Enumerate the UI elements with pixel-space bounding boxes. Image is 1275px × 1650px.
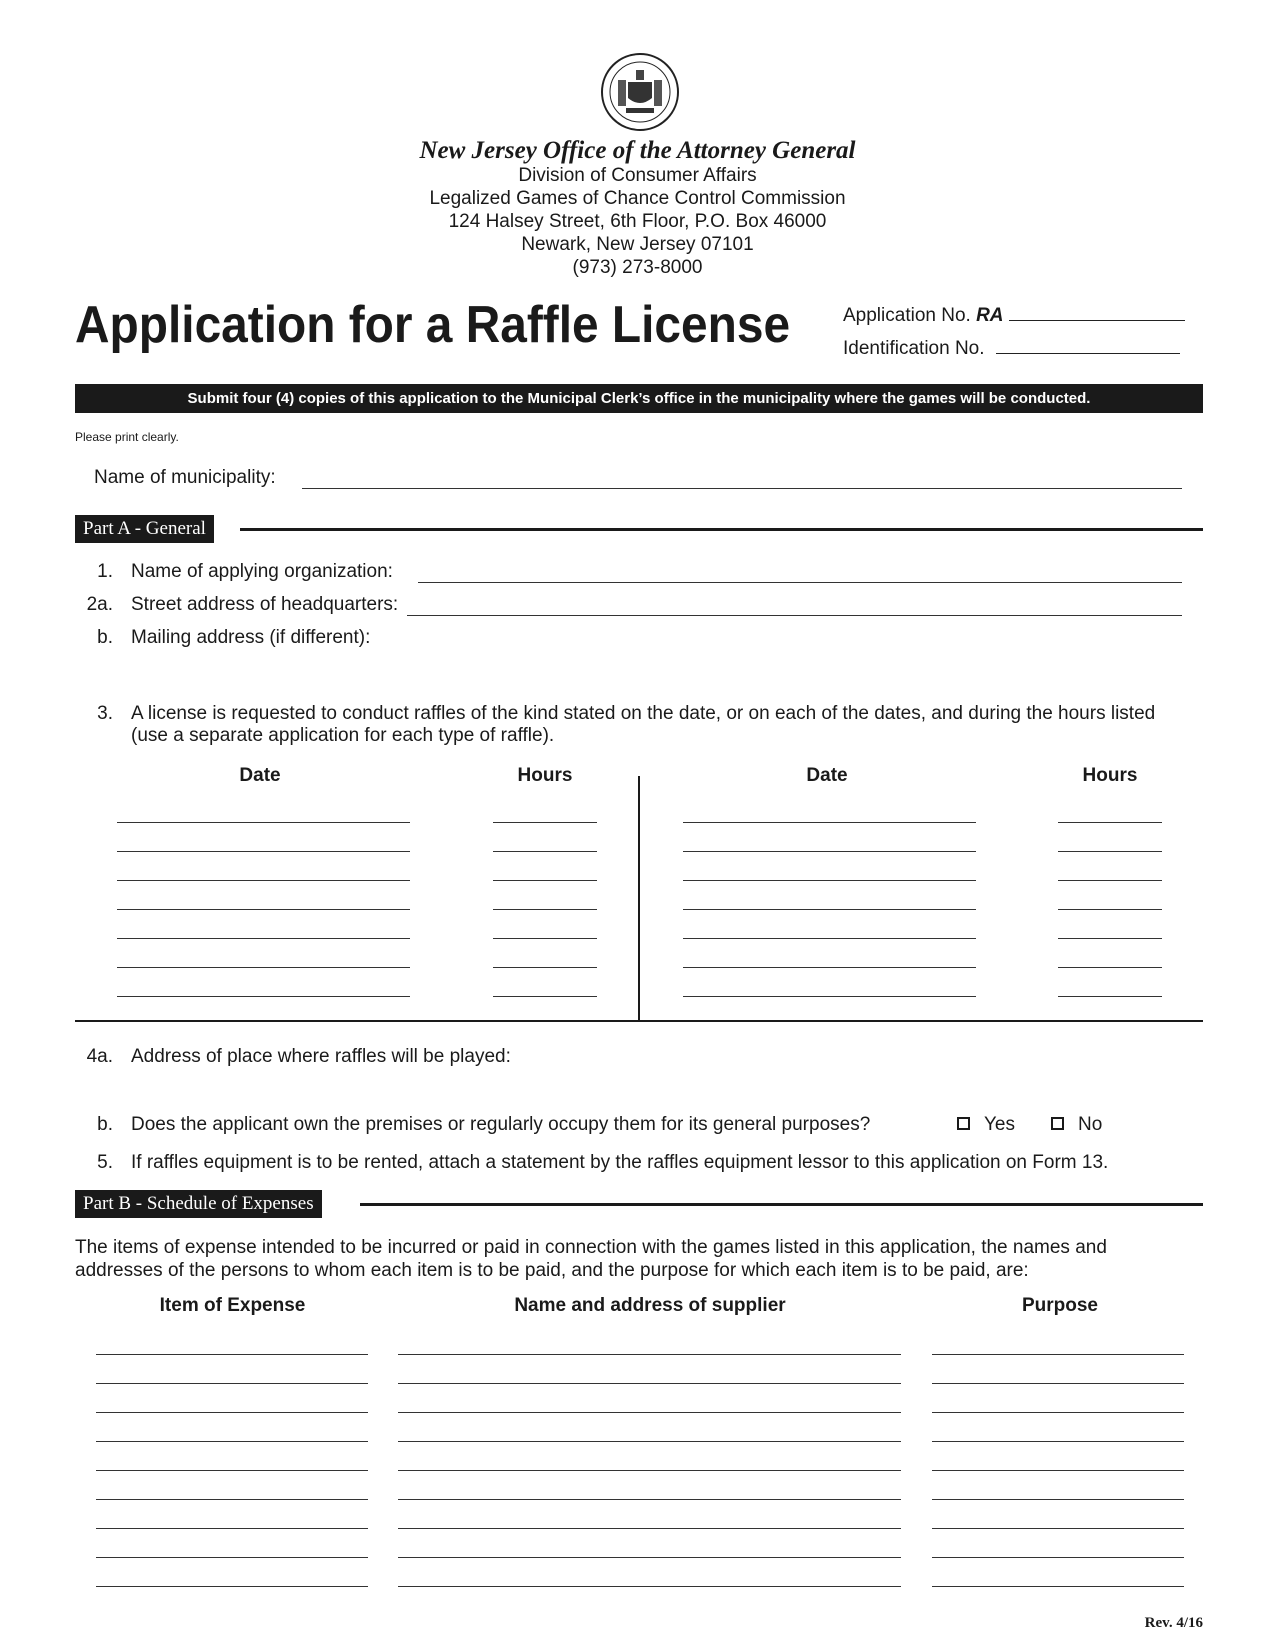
part-b-rule (360, 1203, 1203, 1206)
date-left-field[interactable] (117, 996, 410, 997)
submission-banner: Submit four (4) copies of this application to the Municipal Clerk’s office in the municipality where the games will be conducted. (75, 384, 1203, 413)
date-right-field[interactable] (683, 822, 976, 823)
division-name: Division of Consumer Affairs (518, 165, 757, 186)
expense-item-field[interactable] (96, 1470, 368, 1471)
q3-number: 3. (97, 703, 113, 724)
hours-left-field[interactable] (493, 851, 597, 852)
page-title: Application for a Raffle License (75, 296, 791, 354)
revision-label: Rev. 4/16 (1144, 1615, 1203, 1631)
expense-item-field[interactable] (96, 1383, 368, 1384)
q3-line-2: (use a separate application for each type of raffle). (131, 725, 555, 746)
supplier-field[interactable] (398, 1470, 901, 1471)
hours-left-field[interactable] (493, 967, 597, 968)
hours-right-field[interactable] (1058, 851, 1162, 852)
commission-name: Legalized Games of Chance Control Commission (429, 188, 846, 209)
hours-left-field[interactable] (493, 909, 597, 910)
date-table-divider (638, 776, 640, 1021)
purpose-field[interactable] (932, 1383, 1184, 1384)
expense-item-field[interactable] (96, 1499, 368, 1500)
supplier-field[interactable] (398, 1528, 901, 1529)
q2b-number: b. (97, 627, 113, 648)
expense-item-field[interactable] (96, 1528, 368, 1529)
address-line-2: Newark, New Jersey 07101 (521, 234, 754, 255)
expense-item-field[interactable] (96, 1354, 368, 1355)
hours-right-field[interactable] (1058, 822, 1162, 823)
hours-left-field[interactable] (493, 880, 597, 881)
expense-item-field[interactable] (96, 1412, 368, 1413)
municipality-label: Name of municipality: (94, 467, 276, 488)
q3-line-1: A license is requested to conduct raffles of the kind stated on the date, or on each of the dates, and during the hours listed (131, 703, 1156, 724)
date-left-field[interactable] (117, 851, 410, 852)
identification-no-row (843, 338, 1180, 360)
hours-left-field[interactable] (493, 996, 597, 997)
part-a-rule (240, 528, 1203, 531)
supplier-field[interactable] (398, 1499, 901, 1500)
yes-checkbox[interactable] (957, 1117, 970, 1130)
no-checkbox[interactable] (1051, 1117, 1064, 1130)
headquarters-address-field[interactable] (407, 615, 1182, 616)
hours-col-left-header: Hours (517, 765, 573, 786)
date-right-field[interactable] (683, 967, 976, 968)
no-label: No (1078, 1114, 1103, 1135)
q1-number: 1. (97, 561, 113, 582)
date-right-field[interactable] (683, 938, 976, 939)
date-left-field[interactable] (117, 909, 410, 910)
date-col-right-header: Date (806, 765, 848, 786)
date-left-field[interactable] (117, 967, 410, 968)
hours-right-field[interactable] (1058, 967, 1162, 968)
date-right-field[interactable] (683, 851, 976, 852)
purpose-field[interactable] (932, 1586, 1184, 1587)
hours-right-field[interactable] (1058, 938, 1162, 939)
date-left-field[interactable] (117, 880, 410, 881)
q5-number: 5. (97, 1152, 113, 1173)
item-of-expense-header: Item of Expense (159, 1295, 306, 1316)
q4a-label: Address of place where raffles will be played: (131, 1046, 511, 1067)
expense-item-field[interactable] (96, 1557, 368, 1558)
part-b-heading: Part B - Schedule of Expenses (75, 1190, 322, 1218)
application-no-row (843, 305, 1185, 327)
purpose-field[interactable] (932, 1354, 1184, 1355)
q5-label: If raffles equipment is to be rented, attach a statement by the raffles equipment lessor to this application on Form 13. (131, 1152, 1109, 1173)
supplier-header: Name and address of supplier (514, 1295, 786, 1316)
purpose-field[interactable] (932, 1528, 1184, 1529)
q2a-label: Street address of headquarters: (131, 594, 399, 615)
expense-item-field[interactable] (96, 1441, 368, 1442)
supplier-field[interactable] (398, 1586, 901, 1587)
date-left-field[interactable] (117, 822, 410, 823)
expense-item-field[interactable] (96, 1586, 368, 1587)
purpose-field[interactable] (932, 1557, 1184, 1558)
application-no-prefix: RA (976, 305, 1004, 326)
date-right-field[interactable] (683, 996, 976, 997)
purpose-field[interactable] (932, 1412, 1184, 1413)
hours-right-field[interactable] (1058, 996, 1162, 997)
yes-label: Yes (984, 1114, 1015, 1135)
state-seal-icon (600, 52, 680, 132)
hours-col-right-header: Hours (1082, 765, 1138, 786)
supplier-field[interactable] (398, 1354, 901, 1355)
date-col-left-header: Date (239, 765, 281, 786)
date-table-bottom-rule (75, 1020, 1203, 1022)
supplier-field[interactable] (398, 1412, 901, 1413)
q4b-number: b. (97, 1114, 113, 1135)
supplier-field[interactable] (398, 1441, 901, 1442)
hours-left-field[interactable] (493, 938, 597, 939)
date-right-field[interactable] (683, 880, 976, 881)
hours-right-field[interactable] (1058, 880, 1162, 881)
print-note: Please print clearly. (75, 430, 179, 444)
supplier-field[interactable] (398, 1557, 901, 1558)
application-no-field[interactable] (1009, 320, 1185, 321)
agency-name: New Jersey Office of the Attorney General (419, 137, 856, 164)
purpose-field[interactable] (932, 1499, 1184, 1500)
part-a-heading: Part A - General (75, 515, 214, 543)
q1-label: Name of applying organization: (131, 561, 393, 582)
q2b-label: Mailing address (if different): (131, 627, 371, 648)
hours-left-field[interactable] (493, 822, 597, 823)
date-left-field[interactable] (117, 938, 410, 939)
purpose-field[interactable] (932, 1441, 1184, 1442)
identification-no-label: Identification No. (843, 338, 985, 359)
application-no-label: Application No. (843, 305, 971, 326)
purpose-header: Purpose (1021, 1295, 1099, 1316)
supplier-field[interactable] (398, 1383, 901, 1384)
q4b-label: Does the applicant own the premises or regularly occupy them for its general purposes? (131, 1114, 871, 1135)
hours-right-field[interactable] (1058, 909, 1162, 910)
phone-number: (973) 273-8000 (572, 257, 703, 278)
date-right-field[interactable] (683, 909, 976, 910)
part-b-intro-line-1: The items of expense intended to be incurred or paid in connection with the games listed in this application, the names and (75, 1237, 1107, 1258)
q4a-number: 4a. (86, 1046, 113, 1067)
organization-name-field[interactable] (418, 582, 1182, 583)
identification-no-field[interactable] (996, 353, 1180, 354)
part-b-intro-line-2: addresses of the persons to whom each item is to be paid, and the purpose for which each item is to be paid, are: (75, 1260, 1029, 1281)
address-line-1: 124 Halsey Street, 6th Floor, P.O. Box 46000 (448, 211, 827, 232)
q2a-number: 2a. (86, 594, 113, 615)
municipality-field[interactable] (302, 488, 1182, 489)
purpose-field[interactable] (932, 1470, 1184, 1471)
